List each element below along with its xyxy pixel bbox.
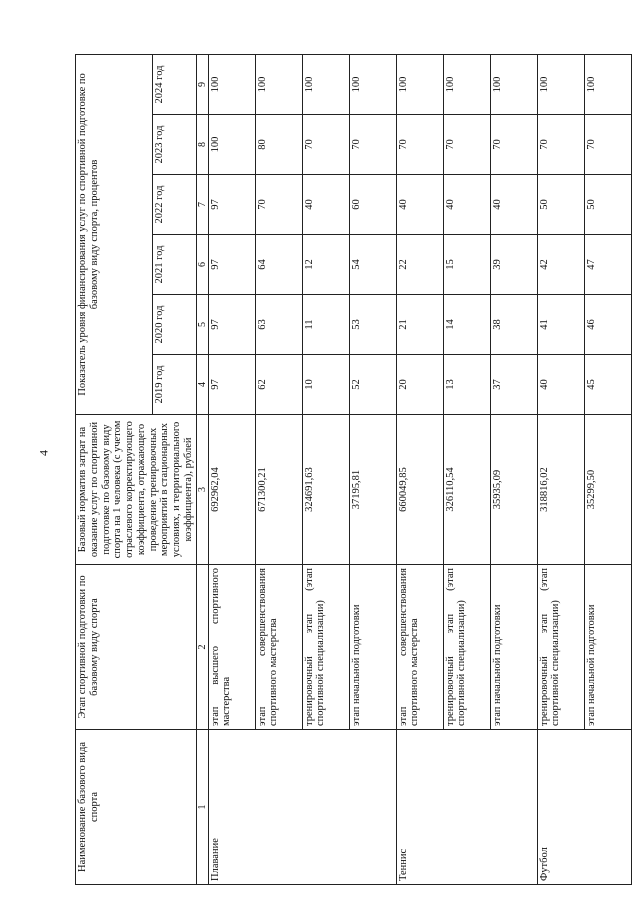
header-year: 2024 год — [153, 54, 196, 114]
percent-cell: 41 — [537, 295, 584, 355]
stage-cell: тренировочный этап (этап спортивной специализации) — [302, 565, 349, 730]
column-number: 1 — [196, 730, 208, 885]
percent-cell: 45 — [584, 355, 631, 415]
cost-cell: 35935,09 — [490, 415, 537, 565]
percent-cell: 20 — [396, 355, 443, 415]
percent-cell: 40 — [443, 175, 490, 235]
percent-cell: 21 — [396, 295, 443, 355]
table-row — [208, 54, 255, 884]
sport-name-cell: Футбол — [537, 730, 631, 885]
percent-cell: 97 — [208, 295, 255, 355]
cost-cell: 660049,85 — [396, 415, 443, 565]
rotated-table-container — [75, 55, 597, 885]
cost-cell: 37195,81 — [349, 415, 396, 565]
percent-cell: 64 — [255, 235, 302, 295]
percent-cell: 37 — [490, 355, 537, 415]
header-stage: Этап спортивной подготовки по базовому виду спорта — [76, 565, 197, 730]
stage-cell: этап начальной подготовки — [584, 565, 631, 730]
stage-cell: этап высшего спортивного мастерства — [208, 565, 255, 730]
percent-cell: 22 — [396, 235, 443, 295]
column-number: 2 — [196, 565, 208, 730]
percent-cell: 53 — [349, 295, 396, 355]
percent-cell: 50 — [584, 175, 631, 235]
percent-cell: 13 — [443, 355, 490, 415]
header-financing-group: Показатель уровня финансирования услуг по спортивной подготовке по базовому виду спорта, процентов — [76, 54, 153, 414]
percent-cell: 70 — [584, 115, 631, 175]
stage-cell: тренировочный этап (этап спортивной специализации) — [443, 565, 490, 730]
percent-cell: 100 — [208, 115, 255, 175]
percent-cell: 70 — [396, 115, 443, 175]
percent-cell: 100 — [208, 54, 255, 114]
stage-cell: тренировочный этап (этап спортивной специализации) — [537, 565, 584, 730]
percent-cell: 40 — [396, 175, 443, 235]
percent-cell: 100 — [537, 54, 584, 114]
percent-cell: 100 — [584, 54, 631, 114]
column-number: 6 — [196, 235, 208, 295]
percent-cell: 70 — [349, 115, 396, 175]
table-row — [396, 54, 443, 884]
cost-cell: 318816,02 — [537, 415, 584, 565]
percent-cell: 97 — [208, 175, 255, 235]
cost-cell: 326110,54 — [443, 415, 490, 565]
header-year: 2020 год — [153, 295, 196, 355]
percent-cell: 100 — [490, 54, 537, 114]
header-cost: Базовый норматив затрат на оказание услуг по спортивной подготовке по базовому виду спорта на 1 человека (с учетом отраслевого корректирующего коэффициента, отражающего проведение тренировочных мероприятий в стационарных условиях, и территориального коэффициента), рублей — [76, 415, 197, 565]
header-year: 2023 год — [153, 115, 196, 175]
column-number: 7 — [196, 175, 208, 235]
financing-table — [75, 54, 632, 885]
percent-cell: 40 — [537, 355, 584, 415]
percent-cell: 80 — [255, 115, 302, 175]
sport-name-cell: Теннис — [396, 730, 537, 885]
page-number: 4 — [36, 450, 51, 456]
sport-name-cell: Плавание — [208, 730, 396, 885]
percent-cell: 70 — [255, 175, 302, 235]
percent-cell: 40 — [490, 175, 537, 235]
percent-cell: 62 — [255, 355, 302, 415]
percent-cell: 54 — [349, 235, 396, 295]
percent-cell: 50 — [537, 175, 584, 235]
percent-cell: 12 — [302, 235, 349, 295]
cost-cell: 35299,50 — [584, 415, 631, 565]
percent-cell: 15 — [443, 235, 490, 295]
percent-cell: 11 — [302, 295, 349, 355]
column-number: 5 — [196, 295, 208, 355]
percent-cell: 100 — [443, 54, 490, 114]
header-year: 2022 год — [153, 175, 196, 235]
column-number: 9 — [196, 54, 208, 114]
header-sport: Наименование базового вида спорта — [76, 730, 197, 885]
percent-cell: 97 — [208, 355, 255, 415]
cost-cell: 692962,04 — [208, 415, 255, 565]
percent-cell: 100 — [396, 54, 443, 114]
percent-cell: 60 — [349, 175, 396, 235]
column-number: 4 — [196, 355, 208, 415]
percent-cell: 47 — [584, 235, 631, 295]
percent-cell: 100 — [255, 54, 302, 114]
column-number: 3 — [196, 415, 208, 565]
percent-cell: 70 — [302, 115, 349, 175]
percent-cell: 63 — [255, 295, 302, 355]
percent-cell: 52 — [349, 355, 396, 415]
cost-cell: 671300,21 — [255, 415, 302, 565]
cost-cell: 324691,63 — [302, 415, 349, 565]
column-number: 8 — [196, 115, 208, 175]
percent-cell: 70 — [537, 115, 584, 175]
stage-cell: этап начальной подготовки — [490, 565, 537, 730]
percent-cell: 100 — [302, 54, 349, 114]
percent-cell: 70 — [443, 115, 490, 175]
percent-cell: 38 — [490, 295, 537, 355]
percent-cell: 42 — [537, 235, 584, 295]
percent-cell: 70 — [490, 115, 537, 175]
header-year: 2019 год — [153, 355, 196, 415]
stage-cell: этап начальной подготовки — [349, 565, 396, 730]
percent-cell: 10 — [302, 355, 349, 415]
percent-cell: 40 — [302, 175, 349, 235]
percent-cell: 46 — [584, 295, 631, 355]
stage-cell: этап совершенствования спортивного мастерства — [396, 565, 443, 730]
percent-cell: 100 — [349, 54, 396, 114]
percent-cell: 39 — [490, 235, 537, 295]
stage-cell: этап совершенствования спортивного мастерства — [255, 565, 302, 730]
table-row — [537, 54, 584, 884]
percent-cell: 97 — [208, 235, 255, 295]
percent-cell: 14 — [443, 295, 490, 355]
header-year: 2021 год — [153, 235, 196, 295]
